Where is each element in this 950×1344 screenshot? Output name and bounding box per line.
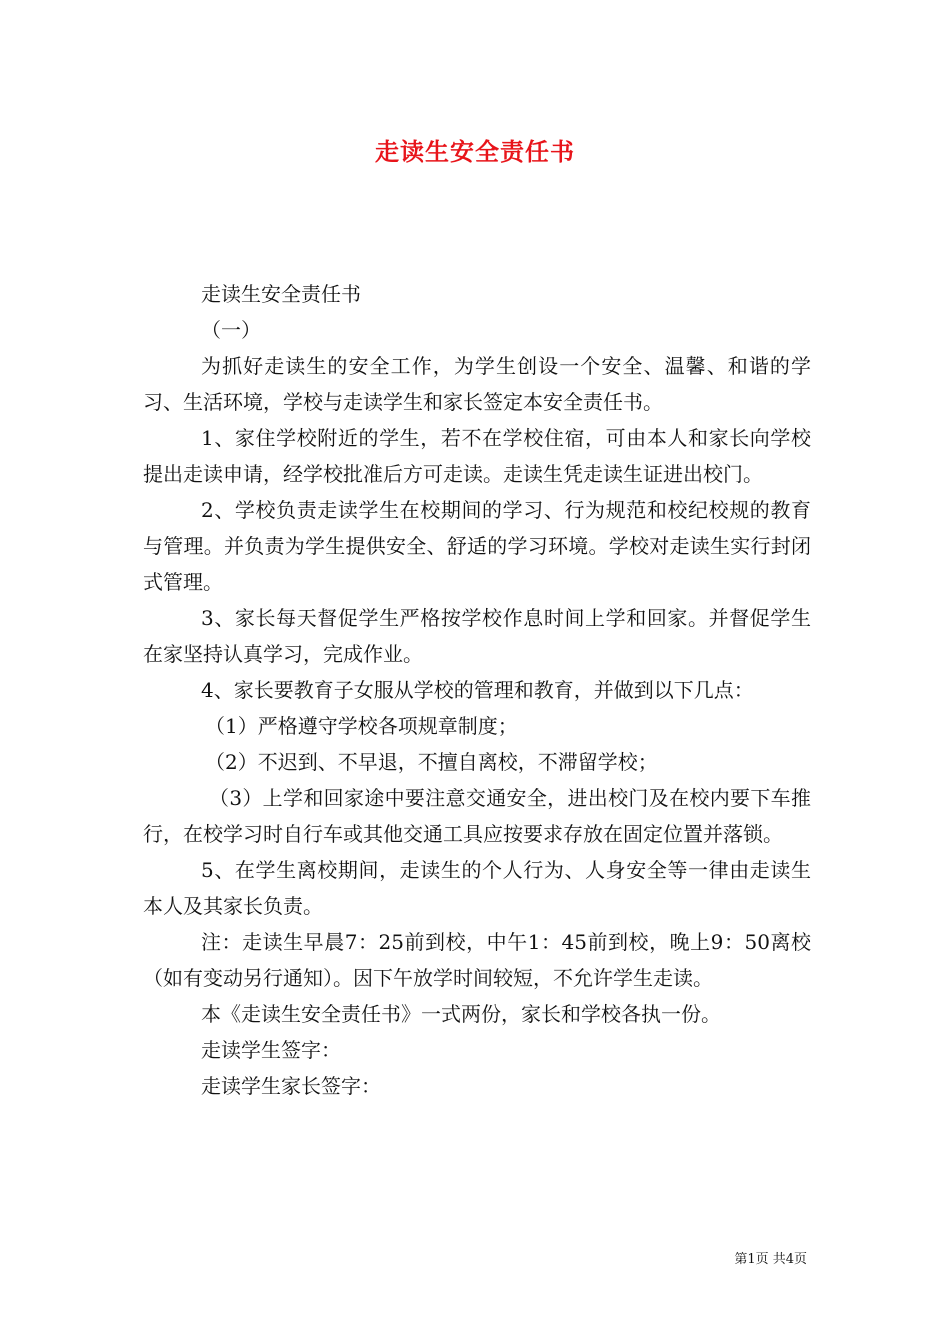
paragraph-section-number: （一） (201, 318, 261, 342)
student-signature-line: 走读学生签字： (201, 1038, 341, 1062)
document-title: 走读生安全责任书 (375, 137, 575, 166)
paragraph-copies: 本《走读生安全责任书》一式两份，家长和学校各执一份。 (201, 1002, 721, 1026)
paragraph-item-3: 3、家长每天督促学生严格按学校作息时间上学和回家。并督促学生在家坚持认真学习，完成作业。 (143, 606, 811, 666)
paragraph-note: 注：走读生早晨7：25前到校，中午1：45前到校，晚上9：50离校（如有变动另行通知）。因下午放学时间较短，不允许学生走读。 (143, 930, 811, 990)
paragraph-item-5: 5、在学生离校期间，走读生的个人行为、人身安全等一律由走读生本人及其家长负责。 (143, 858, 811, 918)
parent-signature-line: 走读学生家长签字： (201, 1074, 381, 1098)
paragraph-intro: 为抓好走读生的安全工作，为学生创设一个安全、温馨、和谐的学习、生活环境，学校与走读学生和家长签定本安全责任书。 (143, 354, 811, 414)
paragraph-subitem-2: （2）不迟到、不早退，不擅自离校，不滞留学校； (205, 750, 658, 774)
paragraph-subitem-1: （1）严格遵守学校各项规章制度； (205, 714, 518, 738)
paragraph-item-2: 2、学校负责走读学生在校期间的学习、行为规范和校纪校规的教育与管理。并负责为学生提供安全、舒适的学习环境。学校对走读生实行封闭式管理。 (143, 498, 811, 594)
paragraph-subtitle: 走读生安全责任书 (201, 282, 361, 306)
document-body (143, 276, 811, 1104)
paragraph-subitem-3: （3）上学和回家途中要注意交通安全，进出校门及在校内要下车推行，在校学习时自行车或其他交通工具应按要求存放在固定位置并落锁。 (143, 786, 811, 846)
paragraph-item-1: 1、家住学校附近的学生，若不在学校住宿，可由本人和家长向学校提出走读申请，经学校批准后方可走读。走读生凭走读生证进出校门。 (143, 426, 811, 486)
page-number: 第1页 共4页 (734, 1252, 807, 1267)
paragraph-item-4: 4、家长要教育子女服从学校的管理和教育，并做到以下几点： (201, 678, 754, 702)
